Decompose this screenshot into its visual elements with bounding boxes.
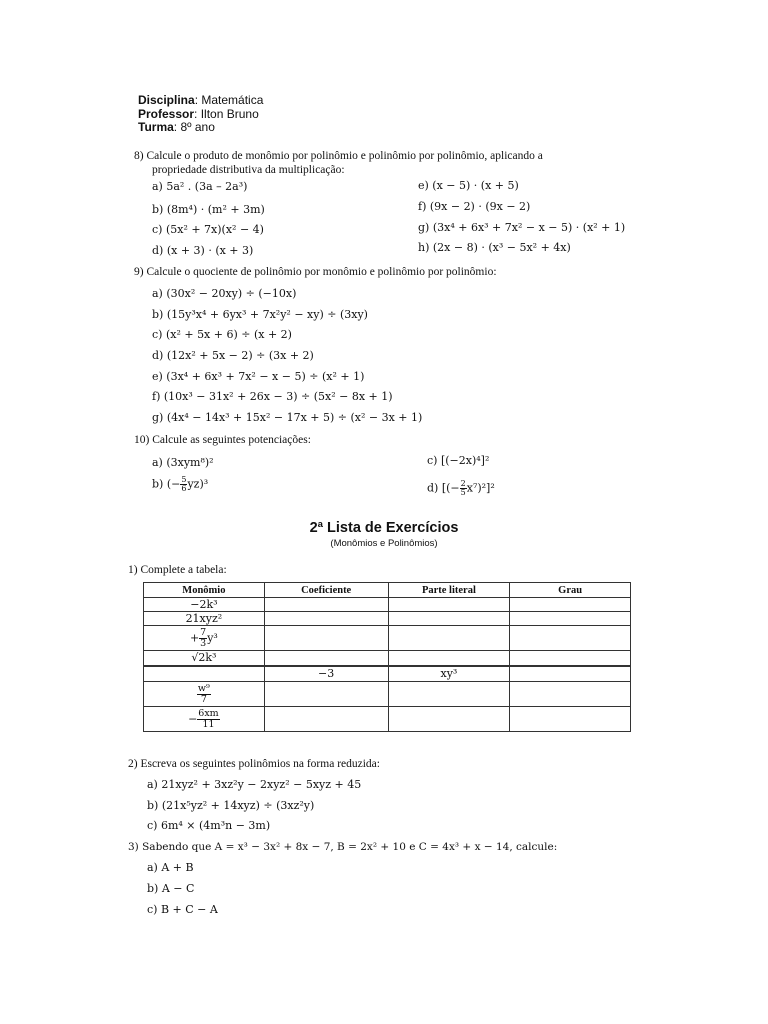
- disciplina-label: Disciplina: [138, 93, 195, 107]
- monomio-fraction: [199, 628, 207, 649]
- disciplina-line: [138, 94, 263, 108]
- cell-grau[interactable]: [510, 598, 631, 612]
- cell-coeficiente[interactable]: [264, 626, 388, 651]
- fraction-denominator: 3: [200, 637, 207, 649]
- q10-b-denominator: 6: [181, 484, 187, 493]
- cell-parte-literal[interactable]: [388, 598, 510, 612]
- fraction-denominator: 7: [200, 693, 207, 705]
- q10-d-fraction: [460, 480, 467, 497]
- cell-parte-literal[interactable]: [388, 626, 510, 651]
- disciplina-value: : Matemática: [194, 93, 264, 107]
- turma-line: [138, 121, 263, 135]
- col-header-grau: Grau: [510, 583, 631, 598]
- q10-b-numerator: 5: [181, 475, 187, 484]
- table-row: [144, 651, 631, 666]
- q8-item-e: e) (x − 5) · (x + 5): [418, 179, 519, 192]
- cell-monomio: [144, 707, 265, 732]
- cell-monomio: [144, 682, 265, 707]
- table-row: [144, 598, 631, 612]
- q10-b-suffix: yz)³: [187, 477, 209, 491]
- q8-item-c: c) (5x² + 7x)(x² − 4): [152, 223, 264, 236]
- monomial-table: [143, 582, 631, 732]
- q9-item-d: d) (12x² + 5x − 2) ÷ (3x + 2): [152, 349, 314, 362]
- cell-coeficiente[interactable]: [264, 651, 388, 666]
- professor-label: Professor: [138, 106, 195, 121]
- cell-parte-literal[interactable]: [388, 707, 510, 732]
- q10-d-numerator: 2: [460, 479, 466, 488]
- professor-line: [138, 108, 263, 122]
- q10-item-b: [152, 476, 208, 493]
- cell-parte-literal[interactable]: [388, 651, 510, 666]
- q10-d-suffix: x⁷)²]²: [466, 481, 495, 495]
- fraction-denominator: 11: [202, 718, 215, 730]
- l3-item-b: b) A − C: [147, 882, 195, 895]
- cell-coeficiente[interactable]: [264, 598, 388, 612]
- q8-item-f: f) (9x − 2) · (9x − 2): [418, 200, 531, 213]
- q9-item-f: f) (10x³ − 31x² + 26x − 3) ÷ (5x² − 8x + 1): [152, 390, 393, 403]
- q8-statement-line2: propriedade distributiva da multiplicação:: [152, 164, 345, 176]
- col-header-monomio: Monômio: [144, 583, 265, 598]
- q8-item-a: a) 5a² . (3a – 2a³): [152, 180, 248, 193]
- list2-title: 2ª Lista de Exercícios: [309, 520, 459, 536]
- cell-grau[interactable]: [510, 626, 631, 651]
- fraction-numerator: w⁹: [197, 682, 210, 694]
- table-header-row: [144, 583, 631, 598]
- cell-grau[interactable]: [510, 666, 631, 682]
- table-row: [144, 682, 631, 707]
- l2-item-a: a) 21xyz² + 3xz²y − 2xyz² − 5xyz + 45: [147, 778, 362, 791]
- l2-statement: 2) Escreva os seguintes polinômios na forma reduzida:: [128, 758, 380, 770]
- header-info: [138, 94, 263, 135]
- table-row: [144, 707, 631, 732]
- turma-value: : 8º ano: [173, 120, 215, 134]
- cell-coeficiente[interactable]: [264, 707, 388, 732]
- list2-subtitle: (Monômios e Polinômios): [330, 538, 438, 549]
- l3-statement: 3) Sabendo que A = x³ − 3x² + 8x − 7, B = 2x² + 10 e C = 4x³ + x − 14, calcule:: [128, 841, 558, 853]
- cell-grau[interactable]: [510, 612, 631, 626]
- fraction-numerator: 7: [200, 626, 207, 638]
- cell-grau[interactable]: [510, 707, 631, 732]
- monomio-sign: −: [188, 712, 198, 725]
- q9-item-c: c) (x² + 5x + 6) ÷ (x + 2): [152, 328, 292, 341]
- cell-monomio: [144, 626, 265, 651]
- q10-d-prefix: d) [(−: [427, 481, 460, 495]
- monomio-literal: y³: [207, 631, 218, 644]
- monomio-fraction: [197, 684, 211, 705]
- q8-item-d: d) (x + 3) · (x + 3): [152, 244, 254, 257]
- q9-item-e: e) (3x⁴ + 6x³ + 7x² − x − 5) ÷ (x² + 1): [152, 370, 365, 383]
- table-row: [144, 612, 631, 626]
- q9-item-b: b) (15y³x⁴ + 6yx³ + 7x²y² − xy) ÷ (3xy): [152, 308, 368, 321]
- monomio-fraction: [197, 709, 219, 730]
- fraction-numerator: 6xm: [198, 707, 219, 719]
- q8-statement-line1: 8) Calcule o produto de monômio por polinômio e polinômio por polinômio, aplicando a: [134, 150, 543, 162]
- cell-coeficiente[interactable]: [264, 612, 388, 626]
- l1-statement: 1) Complete a tabela:: [128, 564, 227, 576]
- turma-label: Turma: [138, 120, 174, 134]
- col-header-coeficiente: Coeficiente: [264, 583, 388, 598]
- cell-parte-literal[interactable]: [388, 682, 510, 707]
- q10-item-a: a) (3xym⁸)²: [152, 456, 214, 469]
- l2-item-b: b) (21x⁵yz² + 14xyz) ÷ (3xz²y): [147, 799, 315, 812]
- q8-item-g: g) (3x⁴ + 6x³ + 7x² − x − 5) · (x² + 1): [418, 221, 626, 234]
- q10-statement: 10) Calcule as seguintes potenciações:: [134, 434, 311, 446]
- cell-parte-literal[interactable]: [388, 612, 510, 626]
- cell-grau[interactable]: [510, 682, 631, 707]
- cell-monomio: 21xyz²: [144, 612, 265, 626]
- l3-item-c: c) B + C − A: [147, 903, 218, 916]
- table-row: [144, 666, 631, 682]
- cell-grau[interactable]: [510, 651, 631, 666]
- cell-monomio[interactable]: [144, 666, 265, 682]
- cell-coeficiente: −3: [264, 666, 388, 682]
- l3-item-a: a) A + B: [147, 861, 194, 874]
- monomio-sign: +: [189, 631, 200, 644]
- table-row: [144, 626, 631, 651]
- cell-coeficiente[interactable]: [264, 682, 388, 707]
- cell-monomio: √2k³: [144, 651, 265, 666]
- q10-d-denominator: 5: [460, 488, 466, 497]
- col-header-parte-literal: Parte literal: [388, 583, 510, 598]
- professor-value: : Ilton Bruno: [194, 106, 259, 121]
- q8-item-h: h) (2x − 8) · (x³ − 5x² + 4x): [418, 241, 571, 254]
- cell-parte-literal: xy³: [388, 666, 510, 682]
- q9-item-a: a) (30x² − 20xy) ÷ (−10x): [152, 287, 297, 300]
- q10-b-prefix: b) (−: [152, 477, 181, 491]
- l2-item-c: c) 6m⁴ × (4m³n − 3m): [147, 819, 271, 832]
- cell-monomio: −2k³: [144, 598, 265, 612]
- q9-statement: 9) Calcule o quociente de polinômio por monômio e polinômio por polinômio:: [134, 266, 497, 278]
- q9-item-g: g) (4x⁴ − 14x³ + 15x² − 17x + 5) ÷ (x² − 3x + 1): [152, 411, 423, 424]
- q10-item-c: c) [(−2x)⁴]²: [427, 454, 490, 467]
- q10-item-d: [427, 480, 495, 497]
- q8-item-b: b) (8m⁴) · (m² + 3m): [152, 203, 265, 216]
